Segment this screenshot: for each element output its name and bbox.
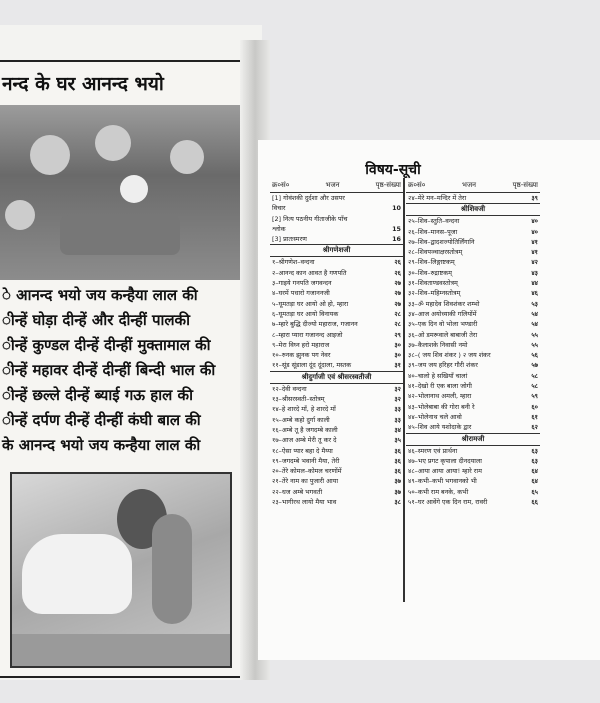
header-page: पृष्ठ-संख्या	[512, 181, 538, 189]
toc-entry-page	[385, 193, 401, 203]
toc-entry	[270, 278, 403, 288]
toc-entry-title: १०–रुनक झुनक पग नेवर	[272, 351, 331, 360]
krishna-cow-illustration	[10, 472, 232, 668]
toc-entry-page: ५५	[531, 330, 538, 339]
toc-entry	[406, 381, 540, 391]
toc-entry-page: ६२	[531, 423, 538, 432]
toc-entry-title: ५–घूमतड़ा घर आयो ओ हो, म्हारा	[272, 299, 349, 308]
toc-entry-title: ३६–ओ डमरूवाले बाबाजी तेरा	[408, 330, 478, 339]
toc-entry	[270, 234, 403, 244]
toc-entry-title: ५१–घर आवेंगे एक दिन राम, रावरी	[408, 498, 488, 507]
toc-entry-title: २–आनन्द कान आवत है गणपति	[272, 268, 347, 277]
toc-entry-title: ७–म्हारे बुद्धि दीज्यो महाराज, गजानन	[272, 320, 358, 329]
toc-entry	[406, 237, 540, 247]
toc-entry-page: ३६	[394, 467, 401, 476]
toc-entry-page: ३२	[394, 395, 401, 404]
left-page-title: नन्द के घर आनन्द भयो	[2, 73, 164, 95]
toc-entry-page: ५४	[531, 320, 538, 329]
toc-header	[270, 178, 403, 193]
toc-entry-title: २०–तेरे कोमल–कोमल चरणोंमें	[272, 467, 342, 476]
toc-entry-title: [1] गोवंशकी दुर्दशा और उसपर	[272, 194, 345, 202]
toc-entry-title: ३८–( जय शिव शंकर ) २ जय शंकर	[408, 351, 491, 360]
toc-entry-page: ४४	[531, 279, 538, 288]
toc-entry	[406, 487, 540, 497]
toc-entry-title: १२–देवी वन्दना	[272, 384, 307, 393]
toc-entry-title: ८–म्हारा प्यारा गजानन्द आइजो	[272, 330, 343, 339]
toc-entry	[270, 203, 403, 213]
toc-entry-page: ६०	[531, 402, 538, 411]
verse-line: ीन्हें महावर दीन्हें दीन्हीं बिन्दी भाल की	[2, 361, 216, 379]
toc-right-column	[406, 178, 540, 507]
toc-entry-title: २९–शिव–लिङ्गाष्टकम्	[408, 258, 455, 267]
toc-entry	[270, 415, 403, 425]
toc-entry	[270, 360, 403, 370]
toc-entry-page: ५६	[531, 351, 538, 360]
toc-entry-page: ४०	[531, 217, 538, 226]
header-no: क्र०सं०	[408, 181, 426, 189]
toc-left-column	[270, 178, 403, 507]
toc-entry	[270, 497, 403, 507]
toc-entry-title: २६–शिव–मानस–पूजा	[408, 227, 458, 236]
toc-entry-title: १४–हे शारदे माँ, हे शारदे माँ	[272, 405, 336, 414]
toc-entry-page: ५४	[531, 309, 538, 318]
toc-entry	[406, 466, 540, 476]
toc-entry-title: ४०–चालो हे सखियाँ चालां	[408, 371, 468, 380]
toc-entry-title: ५०–कभी राम बनके, कभी	[408, 487, 469, 496]
toc-entry-page: ३६	[394, 446, 401, 455]
toc-entry-page: 16	[392, 235, 401, 244]
toc-entry-title: ४३–भोलेबाबा की गोरा बनी रे	[408, 402, 475, 411]
toc-entry	[270, 309, 403, 319]
toc-entry	[406, 319, 540, 329]
toc-entry-page: ५९	[531, 392, 538, 401]
toc-header	[406, 178, 540, 193]
toc-entry	[406, 340, 540, 350]
toc-entry	[406, 227, 540, 237]
toc-entry-page: 15	[392, 224, 401, 233]
toc-entry-page: ४१	[531, 248, 538, 257]
toc-entry	[406, 456, 540, 466]
toc-entry-page: ५७	[531, 361, 538, 370]
toc-entry	[406, 247, 540, 257]
toc-entry-title: १९–जगदम्बे भवानी मैया, तेरी	[272, 456, 340, 465]
toc-entry	[270, 476, 403, 486]
toc-entry	[270, 384, 403, 394]
toc-entry-title: ११–सूंड सूंडाला दूंद दूंदाला, मस्तक	[272, 361, 352, 370]
toc-entry-title: [2] नित्य पठनीय गीताजीके पाँच	[272, 214, 348, 223]
toc-entry	[406, 446, 540, 456]
toc-entry	[406, 299, 540, 309]
toc-entry-page: ६५	[531, 487, 538, 496]
verse-block	[0, 283, 242, 458]
column-divider	[403, 178, 405, 602]
toc-entry-page: 10	[392, 204, 401, 213]
verse-line: ीन्हें घोड़ा दीन्हें और दीन्हीं पालकी	[2, 311, 190, 329]
toc-entry-page: ३७	[394, 487, 401, 496]
toc-entry-title: ३३–ॐ महादेव शिवशंकर शम्भो	[408, 299, 480, 308]
toc-entry-title: ४२–भोलानाथ अमली, म्हारा	[408, 392, 472, 401]
header-bhajan: भजन	[325, 181, 340, 189]
toc-entry-title: २४–मेरे मन–मन्दिर में तेरा	[408, 194, 467, 202]
toc-entry	[406, 412, 540, 422]
toc-title: विषय-सूची	[365, 162, 421, 178]
toc-entry-title: १७–आज अम्बे मेरी तू कर दे	[272, 436, 337, 445]
toc-entry	[406, 257, 540, 267]
toc-entry-page: ३२	[394, 384, 401, 393]
toc-section-heading: श्रीशिवजी	[406, 203, 540, 216]
toc-entry	[406, 371, 540, 381]
toc-entry	[406, 216, 540, 226]
verse-line: ीन्हें दर्पण दीन्हें दीन्हीं कंघी बाल की	[2, 411, 201, 429]
toc-entry-page: २७	[394, 299, 401, 308]
toc-entry-page: ४६	[531, 289, 538, 298]
toc-entry	[270, 466, 403, 476]
toc-entry-page: ५५	[531, 340, 538, 349]
toc-entry	[406, 391, 540, 401]
toc-entry-title: ४५–शिव आये यशोदाके द्वार	[408, 423, 472, 432]
verse-line: े आनन्द भयो जय कन्हैया लाल की	[2, 286, 198, 304]
toc-entry-title: श्लोक	[272, 224, 286, 233]
toc-entry-page: २८	[394, 320, 401, 329]
toc-entry-page: ३१	[394, 361, 401, 370]
toc-entry-title: १५–अम्बे कहो दुर्गा काली	[272, 415, 330, 424]
verse-line: ीन्हें छल्ले दीन्हें ब्याई गऊ हाल की	[2, 386, 193, 404]
toc-entry	[270, 456, 403, 466]
toc-entry-page: २६	[394, 268, 401, 277]
toc-entry	[270, 435, 403, 445]
toc-entry	[406, 309, 540, 319]
toc-entry-title: ४४–भोलेनाथ चले आवो	[408, 412, 462, 421]
toc-entry-title: २८–शिवपञ्चाक्षरस्तोत्रम्	[408, 248, 463, 257]
toc-entry-title: ४८–आया आया आया! म्हारे राम	[408, 467, 482, 476]
toc-entry	[270, 350, 403, 360]
toc-entry-page	[385, 214, 401, 224]
toc-entry-page: ६४	[531, 477, 538, 486]
toc-entry-title: विचार	[272, 204, 286, 213]
toc-entry	[406, 330, 540, 340]
toc-entry-title: १३–श्रीसरस्वती–स्तोत्रम्	[272, 395, 325, 404]
verse-line: ीन्हें कुण्डल दीन्हें दीन्हीं मुक्तामाल की	[2, 336, 211, 354]
toc-entry	[270, 487, 403, 497]
toc-entry-page: २७	[394, 289, 401, 298]
toc-entry-page: ३७	[394, 477, 401, 486]
header-no: क्र०सं०	[272, 181, 290, 189]
toc-entry	[406, 497, 540, 507]
toc-section-heading: श्रीरामजी	[406, 433, 540, 446]
toc-entry-title: ३४–आज अयोध्याकी गलियोंमें	[408, 309, 477, 318]
verse-line: के आनन्द भयो जय कन्हैया लाल की	[2, 436, 201, 454]
toc-entry-title: ६–घूमतड़ा घर आयो विनायक	[272, 309, 339, 318]
toc-entry-page: ४३	[531, 268, 538, 277]
toc-entry	[406, 350, 540, 360]
toc-entry-title: ४६–स्मरण एवं प्रार्थना	[408, 446, 458, 455]
toc-entry-page: ५८	[531, 371, 538, 380]
toc-entry-title: २५–शिव–स्तुति–वन्दना	[408, 217, 460, 226]
toc-section-heading: श्रीगणेशजी	[270, 244, 403, 257]
nativity-illustration	[0, 105, 242, 280]
header-page: पृष्ठ-संख्या	[375, 181, 401, 189]
toc-entry-page: ३३	[394, 405, 401, 414]
toc-entry	[270, 224, 403, 234]
toc-entry-title: १८–ऐसा प्यार बहा दे मैय्या	[272, 446, 333, 455]
toc-entry	[270, 340, 403, 350]
toc-entry	[406, 360, 540, 370]
toc-entry-title: २१–तेरे नाम का पुजारी आया	[272, 477, 338, 486]
toc-entry-page: ३०	[394, 340, 401, 349]
toc-entry-page: २६	[394, 258, 401, 267]
toc-entry-title: ३०–शिव–रुद्राष्टकम्	[408, 268, 452, 277]
toc-entry-page: ३५	[394, 436, 401, 445]
toc-entry-title: १६–अम्बे तू है जगदम्बे काली	[272, 425, 338, 434]
toc-entry-title: ३२–शिव–महिम्नस्तोत्रम्	[408, 289, 461, 298]
toc-entry	[406, 402, 540, 412]
toc-entry	[270, 214, 403, 224]
toc-entry-page: ५८	[531, 382, 538, 391]
toc-entry-page: ३०	[394, 351, 401, 360]
toc-entry	[270, 330, 403, 340]
header-bhajan: भजन	[462, 181, 477, 189]
toc-entry-title: २७–शिव–द्वादशज्योतिर्लिंगानि	[408, 237, 475, 246]
toc-entry-page: ५३	[531, 299, 538, 308]
toc-entry-page: २८	[394, 309, 401, 318]
toc-entry	[270, 193, 403, 203]
toc-entry-page: ६६	[531, 498, 538, 507]
toc-entry-page: २९	[394, 330, 401, 339]
toc-entry-title: १–श्रीगणेश–वन्दना	[272, 258, 315, 267]
toc-entry-title: ४७–भए प्रगट कृपाला दीनदयाला	[408, 456, 482, 465]
toc-entry	[270, 425, 403, 435]
toc-entry	[406, 476, 540, 486]
toc-entry-title: ३५–एक दिन वो भोला भण्डारी	[408, 320, 478, 329]
toc-entry-page: ४२	[531, 258, 538, 267]
toc-entry	[270, 394, 403, 404]
toc-entry-title: २२–धज अम्बे भगवती	[272, 487, 323, 496]
toc-entry-page: ३९	[531, 194, 538, 202]
toc-entry-title: ३१–शिवताण्डवस्तोत्रम्	[408, 279, 458, 288]
toc-entry	[406, 278, 540, 288]
toc-entry-page: ४०	[531, 227, 538, 236]
toc-entry-page: ३८	[394, 498, 401, 507]
toc-entry-title: ४–घरमें पधारो गजाननजी	[272, 289, 330, 298]
toc-entry-title: ३–गाइये गनपति जगवन्दन	[272, 279, 332, 288]
toc-entry-title: २३–भागीरथ लायो मैया भाव	[272, 498, 337, 507]
toc-entry-title: ९–मेरा विघ्न हरो महाराज	[272, 340, 330, 349]
toc-entry	[270, 446, 403, 456]
toc-entry-page: २७	[394, 279, 401, 288]
toc-entry	[270, 257, 403, 267]
toc-entry-page: ६१	[531, 412, 538, 421]
toc-entry-title: ३९–जय जय हरिहर गौरी शंकर	[408, 361, 478, 370]
toc-entry	[406, 422, 540, 432]
toc-entry-page: ३४	[394, 425, 401, 434]
toc-entry	[270, 268, 403, 278]
toc-entry-page: ६३	[531, 446, 538, 455]
toc-entry-page: ४१	[531, 237, 538, 246]
toc-entry	[270, 299, 403, 309]
toc-entry	[406, 193, 540, 203]
toc-entry-page: ६४	[531, 467, 538, 476]
toc-entry-title: ४१–देखो री एक बाला जोगी	[408, 382, 472, 391]
toc-entry-title: ४९–कभी–कभी भगवानको भी	[408, 477, 477, 486]
toc-entry	[406, 288, 540, 298]
toc-entry-page: ३३	[394, 415, 401, 424]
toc-entry	[270, 288, 403, 298]
toc-entry-title: [3] प्रातःस्मरण	[272, 235, 307, 244]
toc-entry-page: ३६	[394, 456, 401, 465]
toc-entry	[270, 404, 403, 414]
toc-entry	[406, 268, 540, 278]
toc-entry	[270, 319, 403, 329]
toc-section-heading: श्रीदुर्गाजी एवं श्रीसरस्वतीजी	[270, 371, 403, 384]
toc-entry-page: ६३	[531, 456, 538, 465]
toc-entry-title: ३७–कैलाशके निवासी नमो	[408, 340, 468, 349]
